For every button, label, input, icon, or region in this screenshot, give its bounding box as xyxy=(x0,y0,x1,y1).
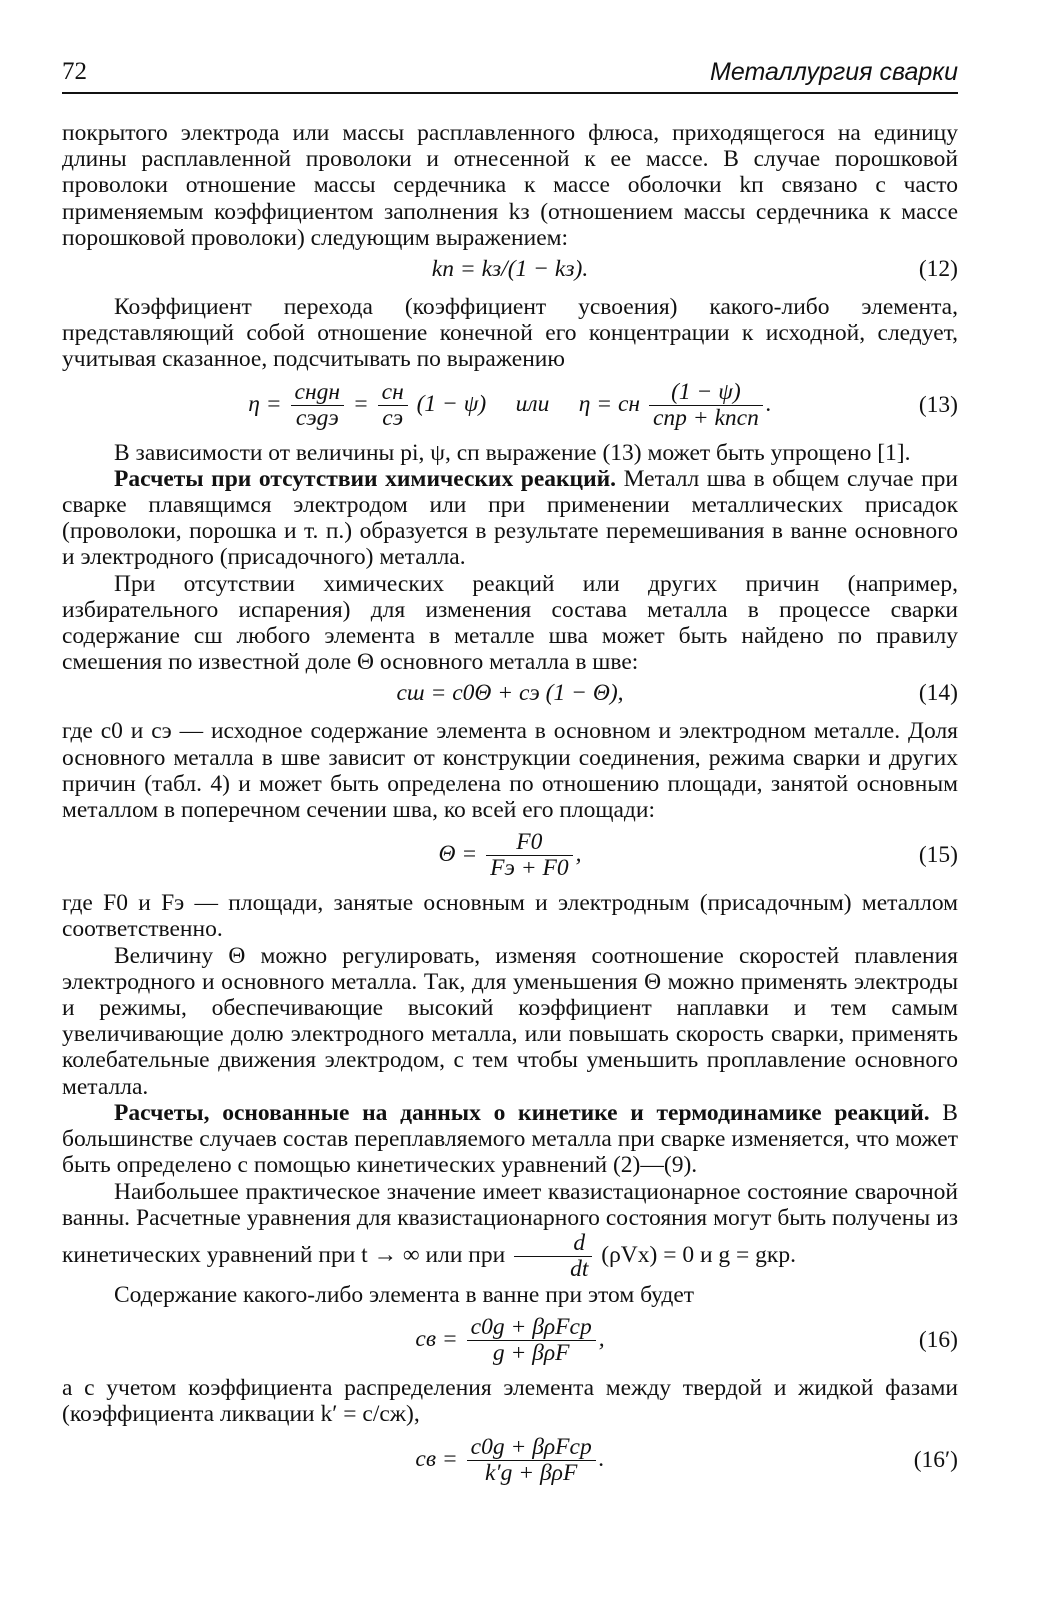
paragraph-2: Коэффициент перехода (коэффициент усвоения) какого-либо элемента, представляющий собой отношение конечной его концентрации к исходной, следует, учитывая сказанное, подсчитывать по выражению xyxy=(62,294,958,373)
eq13-mid: = xyxy=(352,390,369,417)
paragraph-10 xyxy=(62,1179,958,1282)
equation-16-number: (16) xyxy=(918,1327,958,1354)
equation-12 xyxy=(62,256,958,290)
paragraph-1: покрытого электрода или массы расплавленного флюса, приходящегося на единицу длины расплавленной проволоки и отнесенной к ее массе. В случае порошковой проволоки отношение массы сердечника к массе оболочки kп связано с часто применяемым коэффициентом заполнения kз (отношением массы сердечника к массе порошковой проволоки) следующим выражением: xyxy=(62,120,958,251)
equation-14-formula: cш = c0Θ + cэ (1 − Θ), xyxy=(396,680,624,707)
page-body xyxy=(62,120,958,1495)
paragraph-11: Содержание какого-либо элемента в ванне при этом будет xyxy=(114,1281,695,1308)
paragraph-4 xyxy=(62,466,958,571)
eq16p-den: k′g + βρF xyxy=(485,1459,578,1486)
eq13-f3-num: (1 − ψ) xyxy=(649,380,763,406)
eq16-end: , xyxy=(598,1326,605,1352)
eq13-fraction-2 xyxy=(378,380,408,431)
derivative-den: dt xyxy=(570,1255,589,1282)
equation-16-prime-formula xyxy=(62,1435,958,1486)
paragraph-10b: (ρVx) = 0 и g = gкр. xyxy=(601,1241,796,1268)
eq16p-fraction xyxy=(467,1435,596,1486)
eq13-f2-den: cэ xyxy=(382,404,404,431)
eq13-fraction-1 xyxy=(291,380,345,431)
header-rule xyxy=(62,92,958,94)
eq15-lhs: Θ = xyxy=(438,841,478,868)
eq13-f1-num: cнgн xyxy=(291,380,345,406)
equation-16-formula xyxy=(62,1315,958,1366)
page-number: 72 xyxy=(62,58,87,85)
paragraph-5: При отсутствии химических реакций или других причин (например, избирательного испарения) для изменения состава металла в процессе сварки содержание cш любого элемента в металле шва может быть найдено по правилу смешения по известной доле Θ основного металла в шве: xyxy=(62,570,958,676)
eq13-lhs: η = xyxy=(248,390,282,417)
equation-13-number: (13) xyxy=(918,391,958,418)
book-page xyxy=(62,0,958,1600)
equation-14 xyxy=(62,680,958,714)
eq13-f3-den: cпр + kпcп xyxy=(652,404,759,431)
equation-15 xyxy=(62,828,958,886)
equation-14-number: (14) xyxy=(918,680,958,707)
eq13-end: . xyxy=(765,390,772,417)
paragraph-9 xyxy=(62,1100,958,1179)
eq13-fraction-3 xyxy=(649,380,763,431)
equation-15-number: (15) xyxy=(918,842,958,869)
eq16p-num: c0g + βρFcp xyxy=(467,1435,596,1461)
running-title: Металлургия сварки xyxy=(710,58,958,86)
eq13-tail: (1 − ψ) или η = cн xyxy=(416,390,641,417)
equation-12-formula: kп = kз/(1 − kз). xyxy=(431,256,589,283)
paragraph-3: В зависимости от величины pi, ψ, cп выражение (13) может быть упрощено [1]. xyxy=(114,439,911,466)
eq16p-lhs: cв = xyxy=(415,1445,458,1472)
equation-12-number: (12) xyxy=(918,256,958,283)
section-heading-2: Расчеты, основанные на данных о кинетике и термодинамике реакций. xyxy=(114,1099,930,1126)
paragraph-4-text: Металл шва в общем случае при сварке плавящимся электродом или при применении металлических присадок (проволоки, порошка и т. п.) образуется в результате перемешивания в ванне основного и электродного (присадочного) металла. xyxy=(62,465,958,571)
eq16p-end: . xyxy=(598,1445,605,1472)
equation-13 xyxy=(62,378,958,436)
eq13-f2-num: cн xyxy=(378,380,408,406)
paragraph-7: где F0 и Fэ — площади, занятые основным и электродным (присадочным) металлом соответственно. xyxy=(62,890,958,943)
eq16-lhs: cв = xyxy=(415,1326,458,1352)
eq16-den: g + βρF xyxy=(492,1340,570,1367)
eq15-end: , xyxy=(575,841,582,868)
paragraph-6: где c0 и cэ — исходное содержание элемента в основном и электродном металле. Доля основного металла в шве зависит от конструкции соединения, режима сварки и других причин (табл. 4) и может быть определена по отношению площади, занятой основным металлом в поперечном сечении шва, ко всей его площади: xyxy=(62,718,958,824)
paragraph-10a: Наибольшее практическое значение имеет квазистационарное состояние сварочной ванны. Расчетные уравнения для квазистационарного состояния могут быть получены из кинетических уравнений при t → ∞ или при xyxy=(62,1178,958,1268)
section-heading-1: Расчеты при отсутствии химических реакций. xyxy=(114,465,617,492)
equation-16-prime-number: (16′) xyxy=(913,1446,958,1473)
eq15-den: Fэ + F0 xyxy=(490,855,569,882)
paragraph-12: а с учетом коэффициента распределения элемента между твердой и жидкой фазами (коэффициента ликвации k′ = c/cж), xyxy=(62,1375,958,1428)
eq13-f1-den: cэgэ xyxy=(295,404,339,431)
equation-13-formula xyxy=(62,380,958,431)
eq15-num: F0 xyxy=(486,830,572,856)
equation-15-formula xyxy=(62,830,958,881)
eq16-fraction xyxy=(467,1315,596,1366)
equation-16 xyxy=(62,1313,958,1371)
derivative-fraction xyxy=(514,1231,592,1282)
eq15-fraction xyxy=(486,830,572,881)
eq16-num: c0g + βρFcp xyxy=(467,1315,596,1341)
paragraph-9-text: В большинстве случаев состав переплавляемого металла при сварке изменяется, что может быть определено с помощью кинетических уравнений (2)—(9). xyxy=(62,1099,958,1179)
paragraph-8: Величину Θ можно регулировать, изменяя соотношение скоростей плавления электродного и основного металла. Так, для уменьшения Θ можно применять электроды и режимы, обеспечивающие высокий коэффициент наплавки и тем самым увеличивающие долю электродного металла, или повышать скорость сварки, применять колебательные движения электродом, с тем чтобы уменьшить проплавление основного металла. xyxy=(62,942,958,1100)
derivative-num: d xyxy=(514,1231,592,1257)
equation-16-prime xyxy=(62,1433,958,1491)
